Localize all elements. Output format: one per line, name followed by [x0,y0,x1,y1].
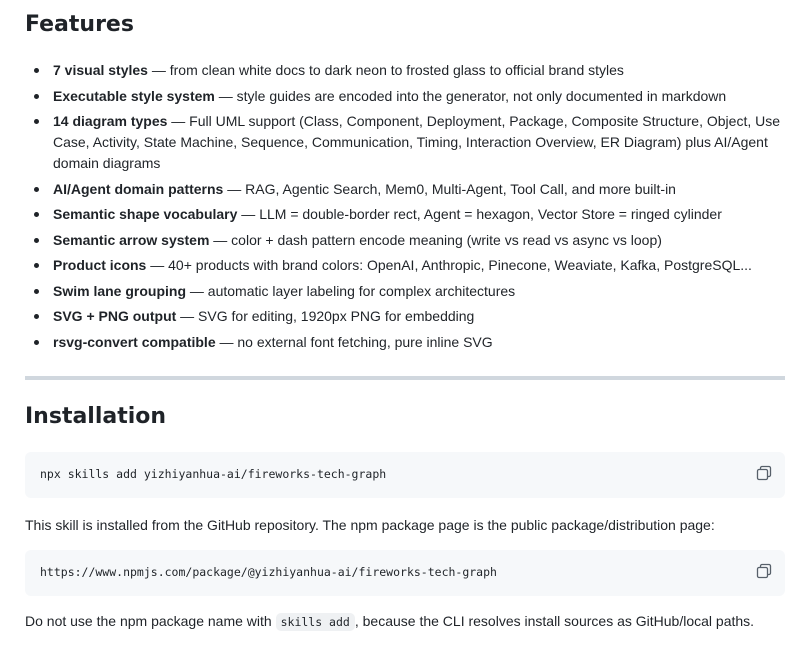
feature-item [25,111,785,174]
feature-name: Executable style system [53,87,215,104]
feature-description: — SVG for editing, 1920px PNG for embedding [176,308,475,324]
feature-name: SVG + PNG output [53,308,177,324]
feature-name: 14 diagram types [53,113,168,129]
feature-name: Swim lane grouping [53,282,187,299]
copy-icon [755,562,773,580]
feature-description: — style guides are encoded into the generator, not only documented in markdown [214,87,727,104]
feature-description: — 40+ products with brand colors: OpenAI, Anthropic, Pinecone, Weaviate, Kafka, PostgreSQL... [146,257,752,273]
npm-warning-note [25,611,785,632]
features-heading: Features [25,12,134,37]
npm-url-block [25,550,785,596]
note-text-before: Do not use the npm package name with [25,613,276,629]
copy-icon[interactable] [755,562,773,580]
feature-description: — no external font fetching, pure inline SVG [215,333,493,350]
feature-name: Product icons [53,257,147,273]
feature-description: — LLM = double-border rect, Agent = hexagon, Vector Store = ringed cylinder [237,206,722,222]
features-list [25,60,785,357]
feature-item [25,86,785,107]
feature-name: Semantic arrow system [53,231,210,248]
note-text-after: , because the CLI resolves install sources as GitHub/local paths. [354,613,755,629]
feature-description: — RAG, Agentic Search, Mem0, Multi-Agent, Tool Call, and more built-in [223,180,676,197]
feature-description: — automatic layer labeling for complex architectures [186,282,516,299]
feature-item [25,255,785,276]
npm-url[interactable]: https://www.npmjs.com/package/@yizhiyanhua-ai/fireworks-tech-graph [40,565,497,579]
inline-code-skills-add: skills add [276,613,355,631]
feature-item [25,204,785,225]
feature-name: Semantic shape vocabulary [53,206,238,222]
feature-item [25,306,785,327]
feature-item [25,281,785,302]
install-command-block [25,452,785,498]
feature-description: — Full UML support (Class, Component, Deployment, Package, Composite Structure, Object, Use Case, Activity, State Machine, Sequence, Communication, Timing, Interaction Overview, ER Diagram) plus AI/Agent domain diagrams [53,113,781,171]
copy-icon [755,464,773,482]
feature-name: 7 visual styles [53,62,148,78]
installation-heading: Installation [25,404,167,429]
copy-icon[interactable] [755,464,773,482]
install-command[interactable]: npx skills add yizhiyanhua-ai/fireworks-tech-graph [40,467,387,481]
feature-name: AI/Agent domain patterns [53,180,224,197]
feature-description: — color + dash pattern encode meaning (write vs read vs async vs loop) [209,231,662,248]
feature-item [25,332,785,353]
feature-item [25,230,785,251]
install-source-note: This skill is installed from the GitHub repository. The npm package page is the public package/distribution page: [25,517,715,533]
feature-item [25,60,785,81]
feature-description: — from clean white docs to dark neon to frosted glass to official brand styles [147,62,624,78]
feature-name: rsvg-convert compatible [53,333,216,350]
section-divider [25,376,785,380]
feature-item [25,179,785,200]
